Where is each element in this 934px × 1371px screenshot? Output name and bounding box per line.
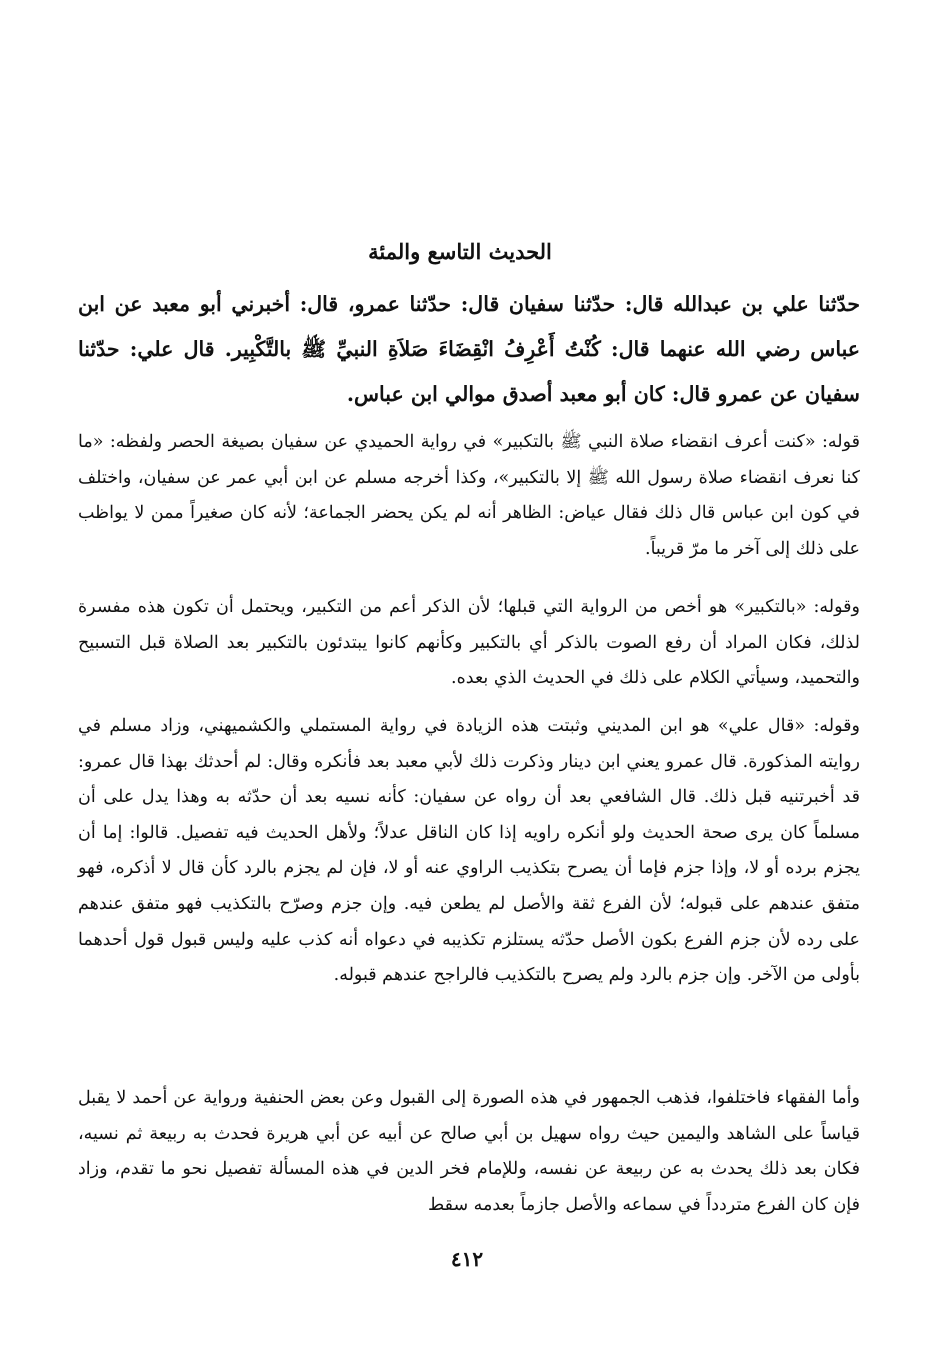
commentary-paragraph: وقوله: «قال علي» هو ابن المديني وثبتت هذه الزيادة في رواية المستملي والكشميهني، وزاد مسلم في روايته المذكورة. قال عمرو يعني ابن دينار وذكرت ذلك لأبي معبد بعد فأنكره وقال: لم أحدثك بهذا قال عمرو: قد أخبرتنيه قبل ذلك. قال الشافعي بعد أن رواه عن سفيان: كأنه نسيه بعد أن حدّثه به وهذا يدل على أن مسلماً كان يرى صحة الحديث ولو أنكره راويه إذا كان الناقل عدلاً؛ ولأهل الحديث فيه تفصيل. قالوا: إما أن يجزم برده أو لا، وإذا جزم فإما أن يصرح بتكذيب الراوي عنه أو لا، فإن لم يجزم بالرد كأن قال لا أذكره، فهو متفق عندهم على قبوله؛ لأن الفرع ثقة والأصل لم يطعن فيه. وإن جزم وصرّح بالتكذيب فهو متفق عندهم على رده لأن جزم الفرع بكون الأصل حدّثه يستلزم تكذيبه في دعواه أنه كذب عليه وليس قبول قول أحدهما بأولى من الآخر. وإن جزم بالرد ولم يصرح بالتكذيب فالراجح عندهم قبوله. bbox=[78, 716, 860, 986]
chapter-heading: الحديث التاسع والمئة bbox=[368, 239, 552, 264]
commentary-paragraph: وقوله: «بالتكبير» هو أخص من الرواية التي قبلها؛ لأن الذكر أعم من التكبير، ويحتمل أن تكون هذه مفسرة لذلك، فكان المراد أن رفع الصوت بالذكر أي بالتكبير وكأنهم كانوا يبتدئون بالتكبير بعد الصلاة قبل التسبيح والتحميد، وسيأتي الكلام على ذلك في الحديث الذي بعده. bbox=[78, 597, 860, 689]
commentary-paragraph: قوله: «كنت أعرف انقضاء صلاة النبي ﷺ بالتكبير» في رواية الحميدي عن سفيان بصيغة الحصر ولفظه: «ما كنا نعرف انقضاء صلاة رسول الله ﷺ إلا بالتكبير»، وكذا أخرجه مسلم عن ابن أبي عمر عن سفيان، واختلف في كون ابن عباس قال ذلك فقال عياض: الظاهر أنه لم يكن يحضر الجماعة؛ لأنه كان صغيراً ممن لا يواظب على ذلك إلى آخر ما مرّ قريباً. bbox=[78, 432, 860, 559]
commentary-paragraph: وأما الفقهاء فاختلفوا، فذهب الجمهور في هذه الصورة إلى القبول وعن بعض الحنفية ورواية عن أحمد لا يقبل قياساً على الشاهد واليمين حيث رواه سهيل بن أبي صالح عن أبيه عن أبي هريرة فحدث به ربيعة ثم نسيه، فكان بعد ذلك يحدث به عن ربيعة عن نفسه، وللإمام فخر الدين في هذه المسألة تفصيل نحو ما تقدم، وزاد فإن كان الفرع متردداً في سماعه والأصل جازماً بعدمه سقط bbox=[78, 1088, 860, 1215]
hadith-text: حدّثنا علي بن عبدالله قال: حدّثنا سفيان قال: حدّثنا عمرو، قال: أخبرني أبو معبد عن ابن عباس رضي الله عنهما قال: كُنْتُ أَعْرِفُ انْقِضَاءَ صَلاَةِ النبيِّ ﷺ بالتَّكْبِير. قال علي: حدّثنا سفيان عن عمرو قال: كان أبو معبد أصدق موالي ابن عباس. bbox=[78, 292, 860, 406]
page-number: ٤١٢ bbox=[450, 1247, 484, 1271]
